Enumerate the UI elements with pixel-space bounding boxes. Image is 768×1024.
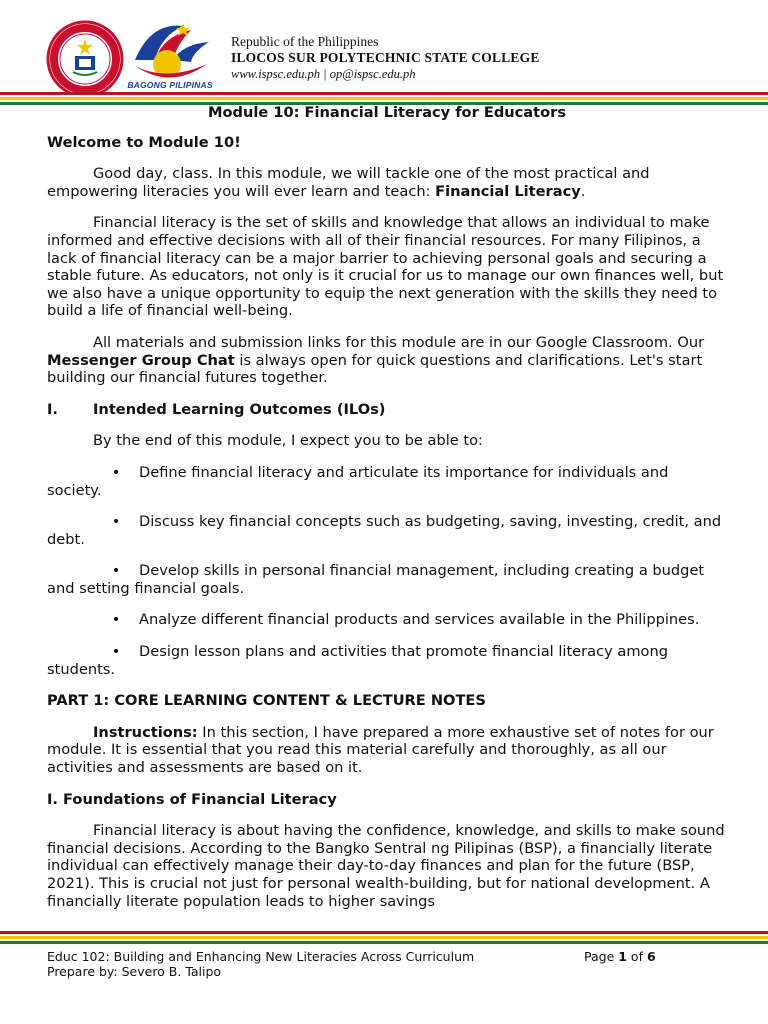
module-title: Module 10: Financial Literacy for Educators <box>207 104 567 121</box>
list-item: • Develop skills in personal financial management, including creating a budget and setting financial goals. <box>47 562 705 597</box>
ilo-intro: By the end of this module, I expect you to be able to: <box>93 432 483 450</box>
course-line: Educ 102: Building and Enhancing New Literacies Across Curriculum <box>47 949 475 964</box>
institution-block <box>231 34 540 82</box>
intro-paragraph: Good day, class. In this module, we will tackle one of the most practical and empowering literacies you will ever learn and teach: Financial Literacy. <box>47 165 650 200</box>
republic-line: Republic of the Philippines <box>231 34 379 49</box>
foundations-paragraph: Financial literacy is about having the confidence, knowledge, and skills to make sound financial decisions. According to the Bangko Sentral ng Pilipinas (BSP), a financially literate individual can effectively manage their day-to-day finances and plan for the future (BSP, 2021). This is crucial not just for personal wealth-building, but for national development. A financially literate population leads to higher savings <box>47 822 725 910</box>
preparer-line: Prepare by: Severo B. Talipo <box>47 964 222 979</box>
institution-name: ILOCOS SUR POLYTECHNIC STATE COLLEGE <box>231 50 540 65</box>
list-item: • Discuss key financial concepts such as budgeting, saving, investing, credit, and debt. <box>47 513 722 548</box>
definition-paragraph: Financial literacy is the set of skills and knowledge that allows an individual to make informed and effective decisions with all of their financial resources. For many Filipinos, a lack of financial literacy can be a major barrier to achieving personal goals and securing a stable future. As educators, not only is it crucial for us to manage our own finances well, but we also have a unique opportunity to equip the next generation with the skills they need to build a life of financial well-being. <box>47 214 724 320</box>
ispsc-seal-icon <box>46 20 124 98</box>
foundations-heading: I. Foundations of Financial Literacy <box>47 790 337 808</box>
bagong-pilipinas-wordmark: BAGONG PILIPINAS <box>127 80 213 90</box>
welcome-heading: Welcome to Module 10! <box>47 133 241 151</box>
letterhead <box>0 0 768 92</box>
classroom-paragraph: All materials and submission links for this module are in our Google Classroom. Our Messenger Group Chat is always open for quick questions and clarifications. Let's start building our financial futures together. <box>47 333 705 387</box>
document-body <box>47 104 727 910</box>
list-item: • Analyze different financial products and services available in the Philippines. <box>111 611 700 629</box>
page-footer <box>47 949 747 979</box>
part1-heading: PART 1: CORE LEARNING CONTENT & LECTURE NOTES <box>47 692 486 710</box>
footer-stripes <box>0 931 768 944</box>
instructions-paragraph: Instructions: In this section, I have prepared a more exhaustive set of notes for our module. It is essential that you read this material carefully and thoroughly, as all our activities and assessments are based on it. <box>47 723 714 777</box>
list-item: • Design lesson plans and activities that promote financial literacy among students. <box>47 643 668 678</box>
contact-line: www.ispsc.edu.ph | op@ispsc.edu.ph <box>231 67 416 81</box>
page-number: Page 1 of 6 <box>584 949 656 964</box>
ilo-heading: I. Intended Learning Outcomes (ILOs) <box>47 400 386 418</box>
list-item: • Define financial literacy and articulate its importance for individuals and society. <box>47 463 669 499</box>
